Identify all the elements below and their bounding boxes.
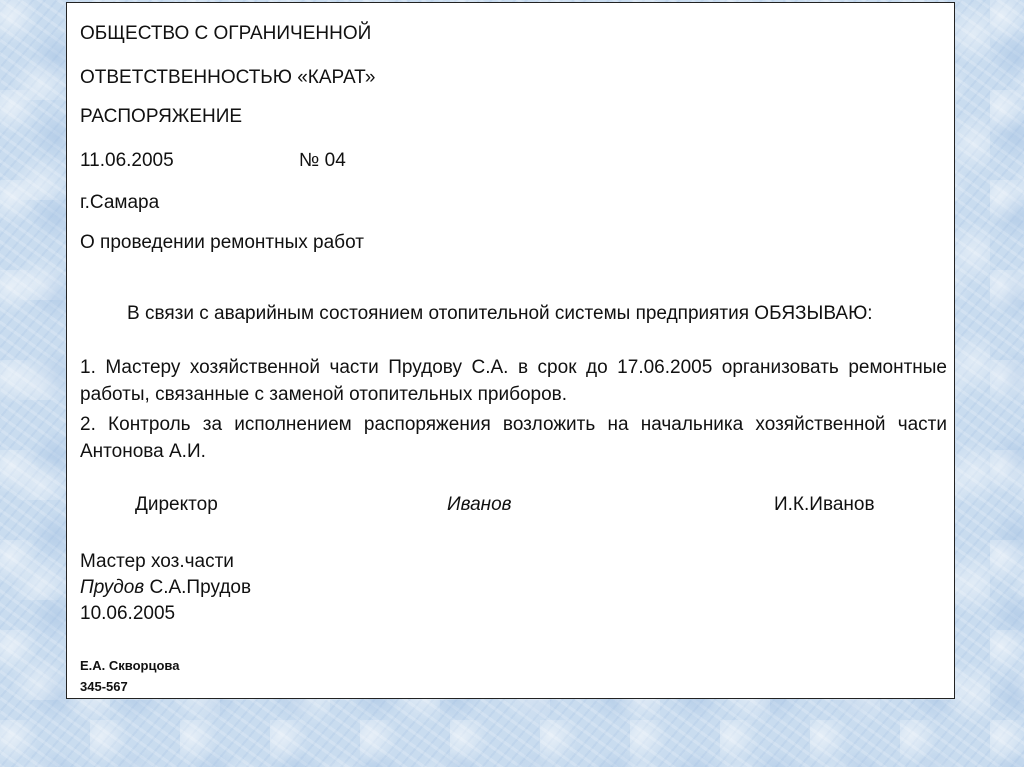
approval-title: Мастер хоз.части	[80, 551, 234, 572]
signature-handwritten: Иванов	[447, 494, 512, 515]
document-sheet	[66, 2, 955, 699]
executor-phone: 345-567	[80, 679, 128, 694]
signature-title: Директор	[135, 494, 218, 515]
document-type: РАСПОРЯЖЕНИЕ	[80, 106, 243, 127]
approval-block	[80, 549, 251, 627]
approval-signature-line	[80, 575, 251, 601]
document-place: г.Самара	[80, 192, 160, 213]
executor-name: Е.А. Скворцова	[80, 658, 180, 673]
document-number: № 04	[299, 150, 346, 171]
order-item-2: 2. Контроль за исполнением распоряжения возложить на начальника хозяйственной части Антонова А.И.	[80, 414, 947, 462]
executor-block	[80, 655, 179, 697]
org-name-line2: ОТВЕТСТВЕННОСТЬЮ «КАРАТ»	[80, 67, 376, 88]
approval-name: С.А.Прудов	[149, 577, 252, 598]
document-date: 11.06.2005	[80, 150, 174, 171]
preamble-paragraph: В связи с аварийным состоянием отопительной системы предприятия ОБЯЗЫВАЮ:	[127, 303, 873, 324]
document-subject: О проведении ремонтных работ	[80, 232, 364, 253]
order-item-1: 1. Мастеру хозяйственной части Прудову С.А. в срок до 17.06.2005 организовать ремонтные работы, связанные с заменой отопительных приборов.	[80, 357, 947, 405]
date-number-row	[80, 150, 480, 172]
approval-date: 10.06.2005	[80, 603, 176, 624]
org-name-line1: ОБЩЕСТВО С ОГРАНИЧЕННОЙ	[80, 23, 372, 44]
approval-handwritten: Прудов	[80, 577, 145, 598]
signature-name: И.К.Иванов	[774, 494, 875, 515]
